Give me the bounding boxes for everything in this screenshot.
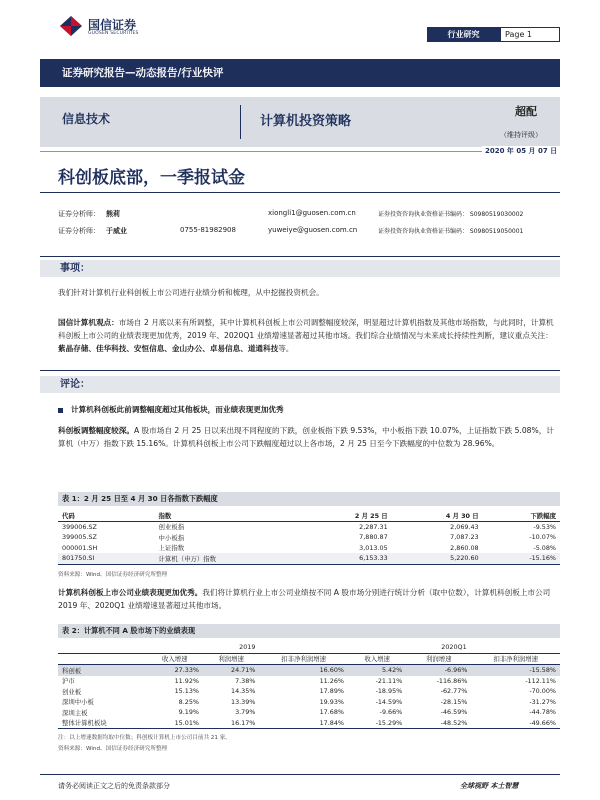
table-row [58,553,560,564]
table-cell: 17.68% [319,708,344,717]
view-text: 市场自 2 月底以来有所调整，其中计算机科创板上市公司调整幅度较深，明显超过计算机指数及其他市场指数，与此同时，计算机科创板上市公司的业绩表现更加优秀，2019 年、2020Q1 业绩增速显著超过其他市场。我们综合业绩情况与未来成长持续性判断，建议重点关注： [58,318,554,340]
comment-heading: 评论： [40,376,560,393]
section-rule [40,370,560,371]
table1-source: 资料来源：Wind、国信证券经济研究所整理 [58,572,168,578]
table-cell: 19.93% [319,697,344,706]
table-cell: 16.60% [259,665,348,676]
p1-label: 科创板调整幅度较深。 [58,426,134,435]
table-cell: 5,220.60 [392,553,483,564]
table2-header: 收入增速 [147,653,203,665]
table-cell: -46.59% [440,708,468,717]
table-cell: 8.25% [178,697,199,706]
industry-divider [240,105,241,139]
table-cell: 创业板 [62,687,82,696]
table-cell [58,642,147,653]
report-title: 科创板底部，一季报试金 [58,168,245,188]
table-row [58,676,560,687]
p2-text: 我们将计算机行业上市公司业绩按不同 A 股市场分别进行统计分析（取中位数），计算机科创板上市公司 2019 年、2020Q1 业绩增速显著超过其他市场。 [58,588,551,610]
table-cell: -116.86% [436,676,468,685]
view-tail: 等。 [278,344,294,353]
table-cell: 801750.SI [58,553,155,564]
table-cell: -31.27% [529,697,556,706]
table-cell: -15.29% [348,718,406,729]
rating: 超配 [515,105,537,118]
table-cell: 17.84% [259,718,348,729]
table-row [58,532,560,543]
table2-source: 资料来源：Wind、国信证券经济研究所整理 [58,746,168,752]
table-cell: 深圳中小板 [62,698,94,707]
analyst-email[interactable]: yuweiye@guosen.com.cn [268,226,358,234]
analyst-role: 证券分析师： [58,227,100,235]
table2-header: 扣非净利润增速 [471,653,560,665]
analyst-role: 证券分析师： [58,210,100,218]
logo-mark-icon [58,14,84,38]
table-cell: -15.16% [483,553,560,564]
table-cell: 科创板 [58,665,147,676]
view-label: 国信计算机观点： [58,318,119,327]
table-cell: -49.66% [471,718,560,729]
table-cell: -5.08% [533,543,556,552]
table-cell: 13.39% [231,697,256,706]
analyst-phone: 0755-81982908 [180,226,236,234]
page-number: Page 1 [500,27,560,42]
table-cell: 9.19% [178,708,199,717]
table-cell: -10.07% [529,533,556,542]
table-cell: -28.15% [440,697,468,706]
table1 [58,510,560,565]
company-logo [58,14,153,40]
p1-text: A 股市场自 2 月 25 日以来出现不同程度的下跌，创业板指下跌 9.53%，中小板指下跌 10.07%，上证指数下跌 5.08%，计算机（中万）指数下跌 15.16%。计算机科创板上市公司下跌幅度超过以上各市场，2 月 25 日至今下跌幅度的中位数为 28.96%。 [58,426,554,448]
table1-header: 下跌幅度 [483,510,560,521]
comment-paragraph-2 [58,586,560,612]
table1-header: 代码 [58,510,155,521]
strategy-label: 计算机投资策略 [260,114,352,129]
table2-group-2020: 2020Q1 [348,642,560,653]
table-cell: -62.77% [440,687,468,696]
table-row [58,686,560,697]
table-cell: -9.66% [379,708,403,717]
comment-paragraph-1 [58,424,560,450]
table2-group-2019: 2019 [147,642,348,653]
table-cell: 3,013.05 [359,543,388,552]
table-cell: 7,880.87 [359,533,388,542]
table2-title: 表 2：计算机不同 A 股市场下的业绩表现 [58,624,560,638]
p2-label: 计算机科创板上市公司业绩表现更加优秀。 [58,588,203,597]
table-cell: -44.78% [529,708,556,717]
bullet-text: 计算机科创板此前调整幅度超过其他板块，而业绩表现更加优秀 [71,405,284,414]
table-row [58,543,560,554]
view-picks: 紫晶存储、佳华科技、安恒信息、金山办公、卓易信息、道通科技 [58,344,279,353]
table1-header: 4 月 30 日 [392,510,483,521]
view-paragraph [58,316,560,355]
table2-header: 收入增速 [348,653,406,665]
industry-label: 信息技术 [62,112,111,126]
table-cell: 沪市 [62,677,75,686]
table-cell: -48.52% [406,718,471,729]
table-cell: 深圳主板 [62,708,88,717]
table-cell: 14.35% [231,687,256,696]
table2-header: 扣非净利润增速 [259,653,348,665]
table-cell: 399006.SZ [62,522,97,531]
table-cell: -9.53% [533,522,556,531]
analyst-name: 于威业 [106,227,127,235]
table-cell: 6,153.33 [301,553,392,564]
table-row [58,707,560,718]
analyst-name: 熊莉 [106,210,120,218]
analyst-cert: 证券投资咨询执业资格证书编码： S0980519030002 [378,211,524,218]
title-divider [40,192,560,193]
table-cell: -21.11% [375,676,403,685]
table-cell: 15.01% [147,718,203,729]
table1-title: 表 1：2 月 25 日至 4 月 30 日各指数下跌幅度 [58,492,560,506]
table2 [58,642,560,729]
table2-note: 注：以上增速数据均取中位数；科创板计算机上市公司目前共 21 家。 [58,735,231,741]
table-cell: 计算机（申万）指数 [155,553,301,564]
table-cell: 11.92% [174,676,199,685]
table-cell: -15.58% [471,665,560,676]
table-cell: -70.00% [529,687,556,696]
table-cell: 上证指数 [158,544,185,553]
table-cell: -6.96% [406,665,471,676]
table-cell: 7,087.23 [450,533,479,542]
table-cell [58,653,147,665]
table-cell: 2,069.43 [450,522,479,531]
table-cell: 27.33% [147,665,203,676]
table-cell: 2,287.31 [359,522,388,531]
table-cell: 3.79% [235,708,256,717]
analyst-email[interactable]: xiongli1@guosen.com.cn [268,209,356,217]
table-cell: 整体计算机板块 [58,718,147,729]
table-cell: 17.89% [319,687,344,696]
table-cell: 15.13% [174,687,199,696]
footer-rule [40,774,560,775]
table2-header: 利润增速 [406,653,471,665]
table-cell: -18.95% [375,687,403,696]
report-type-band: 证券研究报告—动态报告/行业快评 [40,59,560,87]
comment-bullet [58,404,284,415]
report-date: 2020 年 05 月 07 日 [482,146,560,156]
industry-bar [40,97,560,147]
analyst-cert: 证券投资咨询执业资格证书编码： S0980519050001 [378,228,524,235]
logo-name-cn: 国信证券 [88,18,137,32]
table-row [58,697,560,708]
table-cell: 创业板指 [158,523,185,532]
table-cell: 399005.SZ [62,533,97,542]
table-row [58,665,560,676]
table-cell: -14.59% [375,697,403,706]
table-cell: 5.42% [348,665,406,676]
event-text: 我们针对计算机行业科创板上市公司进行业绩分析和梳理，从中挖掘投资机会。 [58,288,324,297]
table-row [58,521,560,532]
table-cell: 000001.SH [62,543,98,552]
logo-name-en: GUOSEN SECURITIES [88,31,139,36]
section-rule [40,256,560,257]
table1-header: 2 月 25 日 [301,510,392,521]
table-cell: 24.71% [203,665,259,676]
table-cell: 2,860.08 [450,543,479,552]
table-cell: 中小板指 [158,533,185,542]
table-cell: 16.17% [203,718,259,729]
event-heading: 事项： [40,260,560,277]
table-row [58,718,560,729]
section-tag: 行业研究 [427,27,500,42]
table2-header: 利润增速 [203,653,259,665]
table-cell: -112.11% [525,676,556,685]
footer-disclaimer: 请务必阅读正文之后的免责条款部分 [58,782,170,790]
rating-note: （维持评级） [500,131,542,139]
table1-header: 指数 [155,510,301,521]
table-cell: 7.38% [235,676,256,685]
bullet-square-icon [58,408,63,413]
table-cell: 11.26% [319,676,344,685]
footer-slogan: 全球视野 本土智慧 [460,782,519,790]
